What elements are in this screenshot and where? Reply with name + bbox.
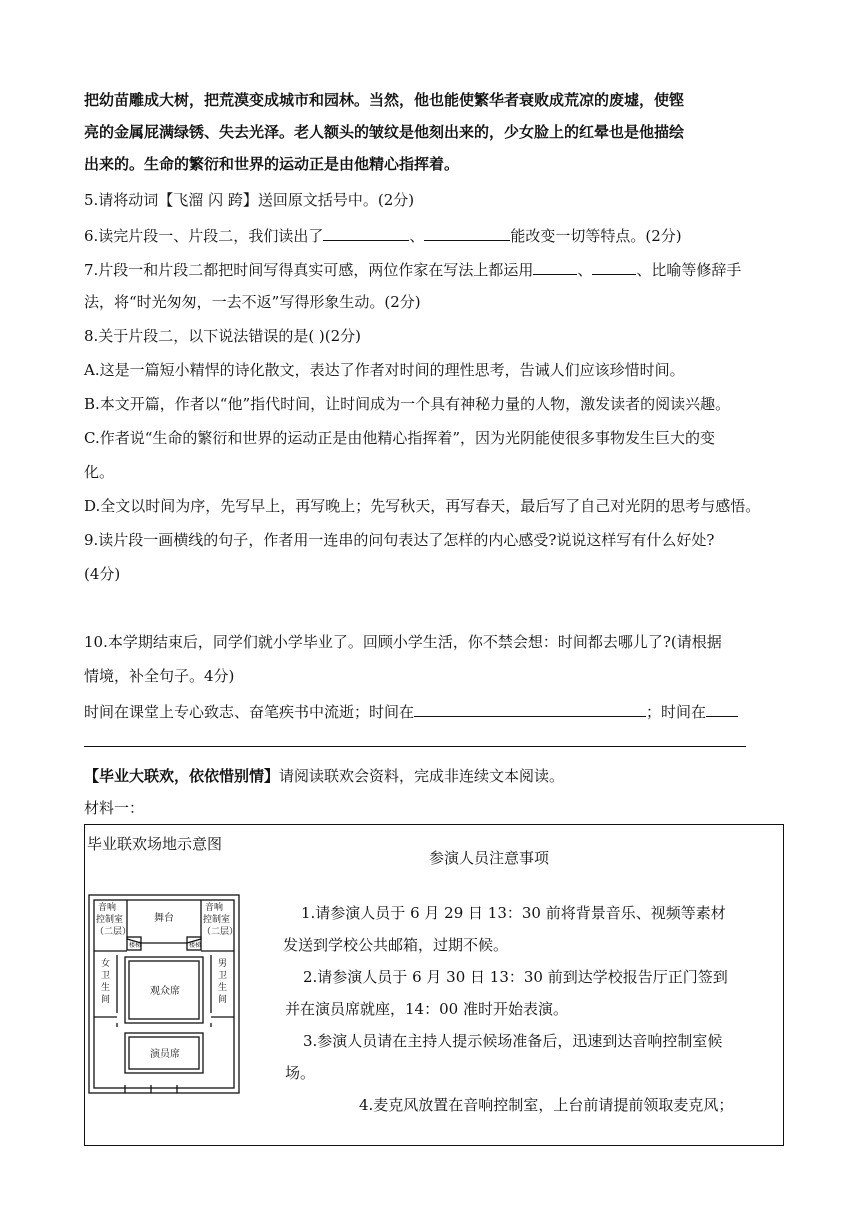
question-7-sep: 、 — [577, 261, 593, 279]
answer-blank[interactable] — [533, 258, 577, 275]
male-wc-1: 男 — [218, 958, 228, 968]
answer-blank[interactable] — [414, 700, 646, 717]
question-6-prefix: 6.读完片段一、片段二，我们读出了 — [84, 227, 324, 245]
option-b: B.本文开篇，作者以“他”指代时间，让时间成为一个具有神秘力量的人物，激发读者的阅读兴趣。 — [84, 395, 731, 413]
section-intro: 请阅读联欢会资料，完成非连续文本阅读。 — [279, 767, 565, 785]
question-5: 5.请将动词【飞溜 闪 跨】送回原文括号中。(2分) — [84, 191, 415, 209]
question-10-line-1: 10.本学期结束后，同学们就小学毕业了。回顾小学生活，你不禁会想：时间都去哪儿了?(请根据 — [84, 633, 722, 651]
male-wc-3: 生 — [218, 982, 228, 992]
performers-label: 演员席 — [150, 1049, 180, 1060]
stairs-left-label: 楼梯 — [129, 943, 142, 949]
passage-line-1: 把幼苗雕成大树，把荒漠变成城市和园林。当然，他也能使繁华者衰败成荒凉的废墟，使铿 — [84, 91, 685, 109]
male-wc-4: 间 — [218, 994, 228, 1004]
answer-line[interactable] — [84, 746, 746, 747]
female-wc-2: 卫 — [101, 970, 111, 980]
question-7-prefix: 7.片段一和片段二都把时间写得真实可感，两位作家在写法上都运用 — [84, 261, 534, 279]
female-wc-4: 间 — [101, 994, 111, 1004]
question-8-stem: 8.关于片段二，以下说法错误的是( )(2分) — [84, 327, 362, 345]
question-7-line-1 — [84, 258, 741, 280]
notice-item-4: 4.麦克风放置在音响控制室，上台前请提前领取麦克风； — [359, 1096, 734, 1114]
option-c-cont: 化。 — [84, 463, 115, 481]
option-c: C.作者说“生命的繁衍和世界的运动正是由他精心指挥着”，因为光阴能使很多事物发生巨大的变 — [84, 429, 716, 447]
audience-label: 观众席 — [150, 986, 180, 997]
answer-blank[interactable] — [592, 258, 636, 275]
notice-item-2: 2.请参演人员于 6 月 30 日 13：30 前到达学校报告厅正门签到 — [303, 968, 728, 986]
question-6 — [84, 224, 682, 246]
notice-item-3: 3.参演人员请在主持人提示候场准备后，迅速到达音响控制室候 — [303, 1032, 723, 1050]
left-control-label-1: 音响 — [98, 902, 117, 912]
female-wc-3: 生 — [101, 982, 111, 992]
venue-map — [87, 893, 247, 1100]
question-7-line-2: 法，将“时光匆匆，一去不返”写得形象生动。(2分) — [84, 293, 421, 311]
notice-item-2-cont: 并在演员席就座，14：00 准时开始表演。 — [285, 1000, 568, 1018]
left-control-label-2: 控制室 — [96, 914, 124, 924]
question-10-prefix: 时间在课堂上专心致志、奋笔疾书中流逝；时间在 — [84, 703, 415, 721]
notice-item-1-cont: 发送到学校公共邮箱，过期不候。 — [283, 936, 509, 954]
material-box — [84, 824, 784, 1146]
answer-blank[interactable] — [424, 224, 510, 241]
answer-blank[interactable] — [323, 224, 409, 241]
male-wc-2: 卫 — [218, 970, 228, 980]
right-control-label-2: 控制室 — [203, 914, 231, 924]
notice-title: 参演人员注意事项 — [429, 849, 550, 867]
section-title: 【毕业大联欢，依依惜别情】 — [84, 767, 280, 785]
question-6-sep: 、 — [409, 227, 425, 245]
question-6-suffix: 能改变一切等特点。(2分) — [510, 227, 682, 245]
stage-label: 舞台 — [154, 913, 174, 924]
passage-line-2: 亮的金属屁满绿锈、失去光泽。老人额头的皱纹是他刻出来的，少女脸上的红晕也是他描绘 — [84, 123, 685, 141]
right-control-label-1: 音响 — [205, 902, 224, 912]
section-heading — [84, 766, 564, 786]
question-7-suffix: 、比喻等修辞手 — [636, 261, 742, 279]
question-9-line-1: 9.读片段一画横线的句子，作者用一连串的问句表达了怎样的内心感受?说说这样写有什么好处? — [84, 531, 715, 549]
material-label: 材料一： — [84, 799, 145, 817]
option-a: A.这是一篇短小精悍的诗化散文，表达了作者对时间的理性思考，告诫人们应该珍惜时间。 — [84, 361, 685, 379]
question-10-line-2: 情境，补全句子。4分) — [84, 667, 235, 685]
right-control-label-3: （二层） — [202, 926, 239, 936]
question-10-mid: ；时间在 — [646, 703, 707, 721]
answer-blank[interactable] — [706, 700, 738, 717]
notice-item-1: 1.请参演人员于 6 月 29 日 13：30 前将背景音乐、视频等素材 — [301, 904, 726, 922]
passage-line-3: 出来的。生命的繁衍和世界的运动正是由他精心指挥着。 — [84, 155, 460, 173]
female-wc-1: 女 — [101, 958, 111, 968]
option-d: D.全文以时间为序，先写早上，再写晚上；先写秋天，再写春天，最后写了自己对光阴的思考与感悟。 — [84, 497, 761, 515]
notice-item-3-cont: 场。 — [285, 1064, 316, 1082]
question-10-line-3 — [84, 700, 738, 722]
map-title: 毕业联欢场地示意图 — [87, 835, 223, 853]
stairs-right-label: 楼梯 — [189, 943, 202, 949]
left-control-label-3: （二层） — [95, 926, 132, 936]
question-9-line-2: (4分) — [84, 565, 121, 583]
